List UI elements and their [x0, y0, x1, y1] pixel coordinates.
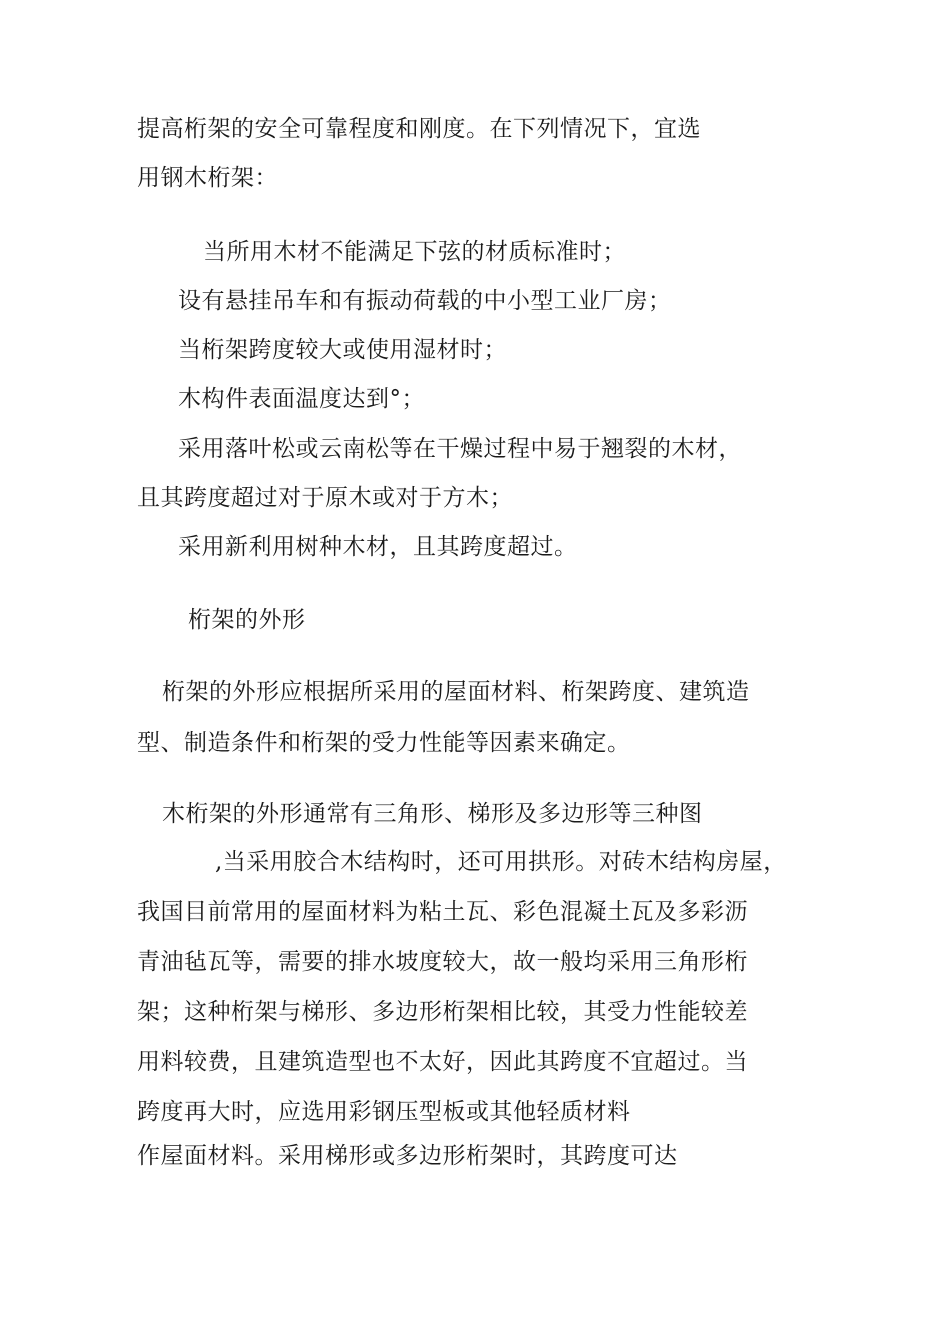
- list-item: 当所用木材不能满足下弦的材质标准时；: [203, 239, 626, 265]
- paragraph-line: 用钢木桁架：: [137, 165, 278, 191]
- list-item: 木构件表面温度达到°；: [178, 386, 425, 412]
- list-item: 采用新利用树种木材，且其跨度超过。: [178, 534, 578, 560]
- list-item: 采用落叶松或云南松等在干燥过程中易于翘裂的木材，: [178, 436, 742, 462]
- list-item: 设有悬挂吊车和有振动荷载的中小型工业厂房；: [178, 288, 672, 314]
- paragraph-line: 木桁架的外形通常有三角形、梯形及多边形等三种图: [162, 801, 703, 827]
- paragraph-line: 桁架的外形应根据所采用的屋面材料、桁架跨度、建筑造: [162, 679, 750, 705]
- list-item: 且其跨度超过对于原木或对于方木；: [137, 485, 513, 511]
- paragraph-line: 提高桁架的安全可靠程度和刚度。在下列情况下，宜选: [137, 116, 701, 142]
- paragraph-line: 型、制造条件和桁架的受力性能等因素来确定。: [137, 730, 631, 756]
- paragraph-line: 架；这种桁架与梯形、多边形桁架相比较，其受力性能较差: [137, 999, 748, 1025]
- paragraph-line: ,当采用胶合木结构时，还可用拱形。对砖木结构房屋，: [215, 849, 787, 875]
- list-item: 当桁架跨度较大或使用湿材时；: [178, 337, 507, 363]
- paragraph-line: 跨度再大时，应选用彩钢压型板或其他轻质材料: [137, 1099, 631, 1125]
- paragraph-line: 青油毡瓦等，需要的排水坡度较大，故一般均采用三角形桁: [137, 949, 748, 975]
- paragraph-line: 我国目前常用的屋面材料为粘土瓦、彩色混凝土瓦及多彩沥: [137, 899, 748, 925]
- paragraph-line: 用料较费，且建筑造型也不太好，因此其跨度不宜超过。当: [137, 1049, 748, 1075]
- section-heading: 桁架的外形: [188, 607, 306, 633]
- paragraph-line: 作屋面材料。采用梯形或多边形桁架时，其跨度可达: [137, 1143, 678, 1169]
